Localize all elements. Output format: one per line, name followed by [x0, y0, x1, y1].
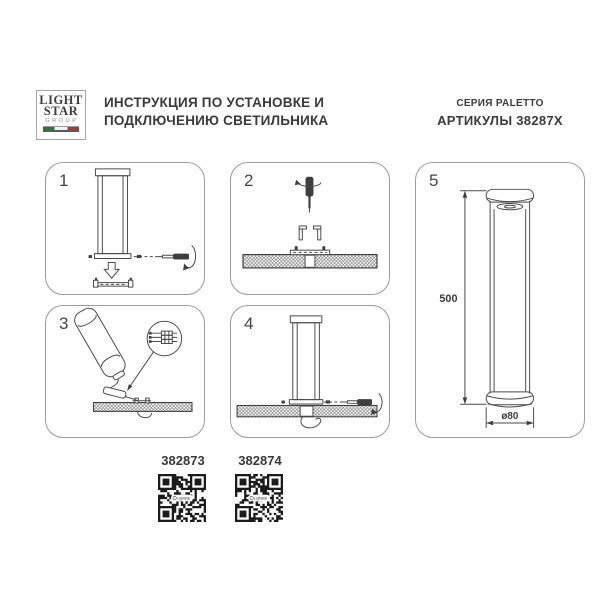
step-number: 3 [59, 314, 69, 333]
svg-text:Lightstar: Lightstar [254, 496, 268, 501]
logo-word-light: LIGHT [39, 93, 83, 107]
lightstar-logo [36, 90, 86, 140]
anchor-hole [305, 255, 315, 267]
articles-label: АРТИКУЛЫ 38287X [437, 113, 563, 128]
page-title-line1: ИНСТРУКЦИЯ ПО УСТАНОВКЕ И [104, 95, 325, 110]
height-value: 500 [439, 292, 458, 305]
step-panel-3 [45, 305, 205, 438]
article-number-2: 382874 [238, 453, 282, 468]
page-title-line2: ПОДКЛЮЧЕНИЮ СВЕТИЛЬНИКА [104, 112, 329, 128]
step-5-diagram [416, 163, 584, 437]
step-4-diagram [231, 306, 389, 437]
italian-flag-stripe [43, 126, 79, 132]
diameter-value: ø80 [501, 411, 519, 423]
dimensions-panel [415, 162, 585, 438]
lamp-side-view-icon [289, 316, 322, 404]
screw-icon [137, 255, 141, 258]
step-number: 2 [244, 171, 254, 190]
page-title [104, 94, 354, 129]
lamp-cylinder-icon [486, 189, 533, 407]
screw-icon [281, 401, 284, 404]
down-arrow-icon [104, 262, 119, 278]
wire-connector-icon [103, 386, 127, 398]
mounting-bracket-icon [299, 226, 321, 240]
screwdriver-icon [157, 254, 190, 260]
svg-text:Lightstar: Lightstar [177, 496, 191, 501]
base-plate-icon [290, 246, 329, 254]
series-block [415, 98, 585, 128]
tilted-lamp-icon [71, 306, 130, 383]
anchor-hole [300, 406, 313, 416]
logo-word-group: GROUP [45, 118, 79, 124]
diameter-dimension [486, 408, 533, 428]
article-number-1: 382873 [161, 453, 205, 468]
screwdriver-icon [343, 399, 373, 405]
step-2-diagram [231, 163, 389, 294]
step-number: 5 [429, 171, 439, 190]
mounting-bracket-icon [93, 278, 132, 287]
screw-icon [89, 255, 92, 258]
step-panel-4 [230, 305, 390, 438]
screwdriver-icon [306, 177, 314, 212]
step-number: 4 [244, 314, 254, 333]
qr-code-article-1 [158, 474, 206, 522]
step-panel-1 [45, 162, 205, 295]
lamp-side-view-icon [94, 169, 130, 259]
ground-surface-hatch [93, 403, 191, 412]
magnifier-terminal-detail [127, 321, 182, 391]
series-label: СЕРИЯ PALETTO [456, 98, 544, 109]
logo-word-star: STAR [43, 104, 79, 118]
wire-loop [301, 416, 321, 428]
step-3-diagram [46, 306, 204, 437]
height-dimension [439, 191, 486, 404]
step-1-diagram [46, 163, 204, 294]
qr-code-article-2 [235, 474, 283, 522]
rotate-arrow-icon [371, 394, 382, 415]
step-panel-2 [230, 162, 390, 295]
step-number: 1 [59, 171, 69, 190]
